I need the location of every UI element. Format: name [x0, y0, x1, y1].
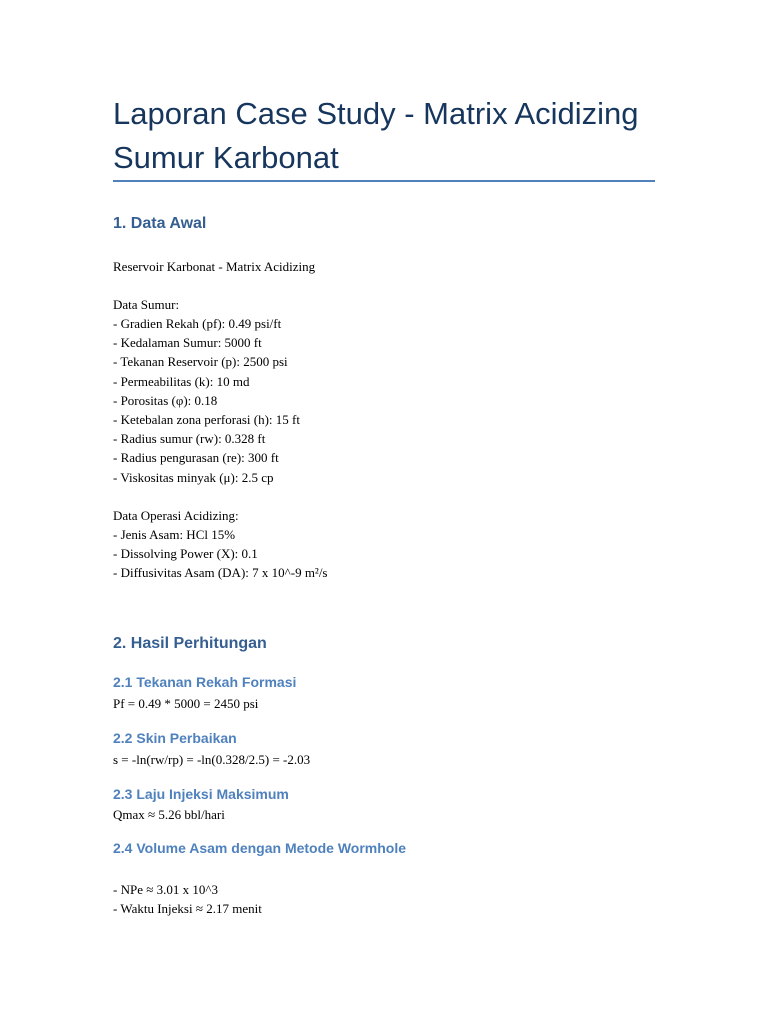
- tekanan-rekah-text: Pf = 0.49 * 5000 = 2450 psi: [113, 696, 259, 711]
- list-item: - Dissolving Power (X): 0.1: [113, 546, 258, 562]
- section-heading-data-awal: 1. Data Awal: [113, 215, 207, 232]
- subsection-heading-tekanan-rekah: 2.1 Tekanan Rekah Formasi: [113, 674, 297, 690]
- title-underline: [113, 180, 655, 182]
- list-item: - Waktu Injeksi ≈ 2.17 menit: [113, 901, 262, 917]
- laju-injeksi-text: Qmax ≈ 5.26 bbl/hari: [113, 807, 225, 822]
- data-operasi-heading: Data Operasi Acidizing:: [113, 508, 239, 523]
- list-item: - Porositas (φ): 0.18: [113, 392, 218, 408]
- subsection-heading-laju-injeksi: 2.3 Laju Injeksi Maksimum: [113, 786, 289, 802]
- list-item: - Permeabilitas (k): 10 md: [113, 373, 250, 389]
- list-item: - Viskositas minyak (μ): 2.5 cp: [113, 469, 274, 485]
- document-title: Laporan Case Study - Matrix Acidizing Sumur Karbonat: [113, 96, 639, 175]
- subsection-heading-skin-perbaikan: 2.2 Skin Perbaikan: [113, 730, 237, 746]
- intro-text: Reservoir Karbonat - Matrix Acidizing: [113, 259, 316, 274]
- data-operasi-list: [113, 525, 328, 583]
- list-item: - Kedalaman Sumur: 5000 ft: [113, 335, 262, 351]
- list-item: - Ketebalan zona perforasi (h): 15 ft: [113, 412, 300, 428]
- list-item: - NPe ≈ 3.01 x 10^3: [113, 882, 218, 897]
- list-item: - Radius sumur (rw): 0.328 ft: [113, 431, 266, 447]
- list-item: - Diffusivitas Asam (DA): 7 x 10^-9 m²/s: [113, 565, 328, 581]
- data-sumur-list: [113, 314, 300, 487]
- list-item: - Jenis Asam: HCl 15%: [113, 527, 236, 542]
- skin-perbaikan-text: s = -ln(rw/rp) = -ln(0.328/2.5) = -2.03: [113, 752, 311, 767]
- volume-asam-list: [113, 880, 262, 918]
- list-item: - Radius pengurasan (re): 300 ft: [113, 450, 279, 466]
- data-sumur-heading: Data Sumur:: [113, 297, 180, 312]
- section-heading-hasil-perhitungan: 2. Hasil Perhitungan: [113, 635, 267, 652]
- list-item: - Tekanan Reservoir (p): 2500 psi: [113, 354, 288, 370]
- list-item: - Gradien Rekah (pf): 0.49 psi/ft: [113, 316, 282, 331]
- subsection-heading-volume-asam: 2.4 Volume Asam dengan Metode Wormhole: [113, 840, 407, 856]
